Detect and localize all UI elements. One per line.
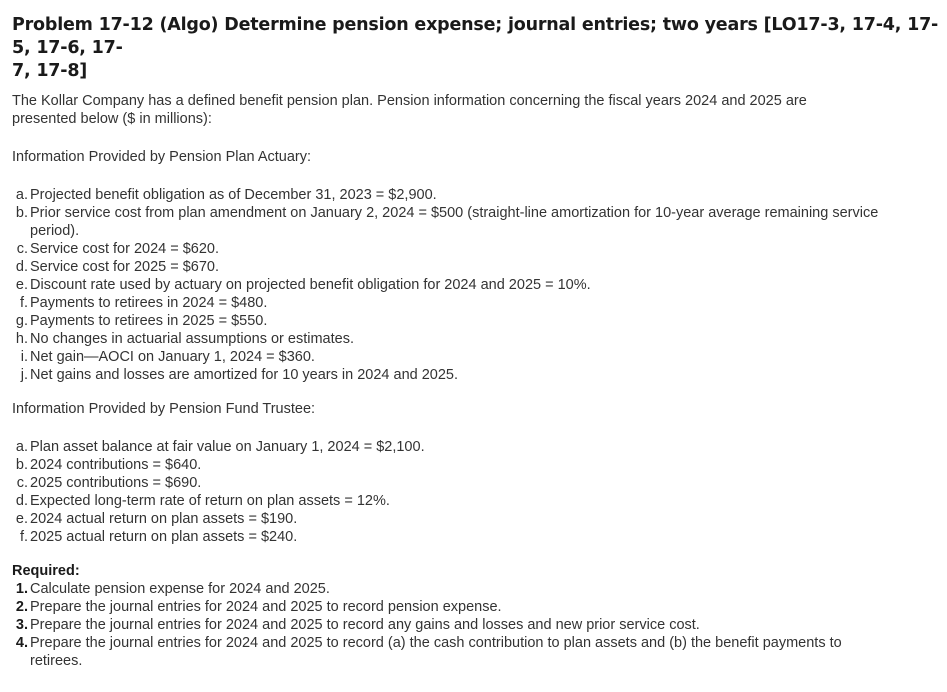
actuary-item [14, 294, 878, 312]
actuary-item-marker: e. [15, 277, 28, 293]
actuary-item-marker: j. [20, 367, 28, 383]
required-list [14, 580, 842, 670]
required-item [14, 616, 842, 634]
required-item [14, 580, 842, 598]
actuary-item-marker: a. [15, 187, 28, 203]
actuary-item-text: Discount rate used by actuary on projected benefit obligation for 2024 and 2025 = 10%. [30, 277, 591, 293]
trustee-item [14, 492, 425, 510]
actuary-item-text: Payments to retirees in 2024 = $480. [30, 295, 268, 311]
required-item-marker: 1. [15, 581, 28, 597]
trustee-item-marker: a. [15, 439, 28, 455]
actuary-item-marker: b. [15, 205, 28, 221]
actuary-item-text: Service cost for 2025 = $670. [30, 259, 220, 275]
problem-title-line-1: Problem 17-12 (Algo) Determine pension expense; journal entries; two years [LO17-3, 17-4, 17-5, 17-6, 17- [12, 15, 939, 58]
actuary-item [14, 348, 878, 366]
required-item [14, 598, 842, 616]
actuary-item-text: No changes in actuarial assumptions or estimates. [30, 331, 354, 347]
actuary-heading: Information Provided by Pension Plan Actuary: [12, 149, 312, 165]
trustee-item-marker: d. [15, 493, 28, 509]
actuary-item-marker: g. [15, 313, 28, 329]
required-item-marker: 4. [15, 635, 28, 651]
actuary-item [14, 258, 878, 276]
actuary-item-text: Service cost for 2024 = $620. [30, 241, 220, 257]
actuary-item-marker: i. [20, 349, 28, 365]
actuary-list [14, 186, 878, 384]
required-item-marker: 3. [15, 617, 28, 633]
required-item-marker: 2. [15, 599, 28, 615]
actuary-item [14, 366, 878, 384]
trustee-item-marker: c. [16, 475, 28, 491]
required-item-text: Prepare the journal entries for 2024 and 2025 to record (a) the cash contribution to plan assets and (b) the benefit payments to [30, 635, 842, 651]
trustee-item-text: Plan asset balance at fair value on January 1, 2024 = $2,100. [30, 439, 425, 455]
problem-title [12, 14, 947, 83]
actuary-item [14, 276, 878, 294]
trustee-item-text: 2025 actual return on plan assets = $240. [30, 529, 298, 545]
intro-line-2: presented below ($ in millions): [12, 111, 212, 127]
actuary-item-text: Prior service cost from plan amendment on January 2, 2024 = $500 (straight-line amortization for 10-year average remaining service [30, 205, 879, 221]
trustee-item [14, 474, 425, 492]
actuary-item [14, 330, 878, 348]
trustee-item [14, 510, 425, 528]
trustee-item-text: 2024 contributions = $640. [30, 457, 202, 473]
required-item-continuation: retirees. [30, 653, 83, 669]
actuary-item [14, 186, 878, 204]
actuary-item-text: Net gain—AOCI on January 1, 2024 = $360. [30, 349, 315, 365]
trustee-item-marker: e. [15, 511, 28, 527]
actuary-item [14, 312, 878, 330]
intro-line-1: The Kollar Company has a defined benefit pension plan. Pension information concerning the fiscal years 2024 and 2025 are [12, 93, 807, 109]
actuary-item [14, 240, 878, 258]
actuary-item-marker: h. [15, 331, 28, 347]
trustee-item-text: 2024 actual return on plan assets = $190. [30, 511, 298, 527]
required-item [14, 634, 842, 670]
problem-title-line-2: 7, 17-8] [12, 61, 88, 81]
trustee-list [14, 438, 425, 546]
required-item-text: Prepare the journal entries for 2024 and 2025 to record any gains and losses and new prior service cost. [30, 617, 700, 633]
actuary-item-text: Projected benefit obligation as of December 31, 2023 = $2,900. [30, 187, 437, 203]
trustee-item-marker: b. [15, 457, 28, 473]
required-item-text: Calculate pension expense for 2024 and 2025. [30, 581, 330, 597]
trustee-item-text: Expected long-term rate of return on plan assets = 12%. [30, 493, 390, 509]
intro-paragraph [12, 92, 807, 128]
actuary-item [14, 204, 878, 240]
actuary-item-marker: d. [15, 259, 28, 275]
trustee-item [14, 528, 425, 546]
trustee-item-text: 2025 contributions = $690. [30, 475, 202, 491]
trustee-item [14, 456, 425, 474]
actuary-item-marker: c. [16, 241, 28, 257]
actuary-item-continuation: period). [30, 223, 80, 239]
trustee-item [14, 438, 425, 456]
actuary-item-text: Payments to retirees in 2025 = $550. [30, 313, 268, 329]
required-heading: Required: [12, 563, 80, 579]
actuary-item-marker: f. [19, 295, 28, 311]
required-item-text: Prepare the journal entries for 2024 and 2025 to record pension expense. [30, 599, 502, 615]
trustee-item-marker: f. [19, 529, 28, 545]
trustee-heading: Information Provided by Pension Fund Trustee: [12, 401, 316, 417]
actuary-item-text: Net gains and losses are amortized for 10 years in 2024 and 2025. [30, 367, 459, 383]
